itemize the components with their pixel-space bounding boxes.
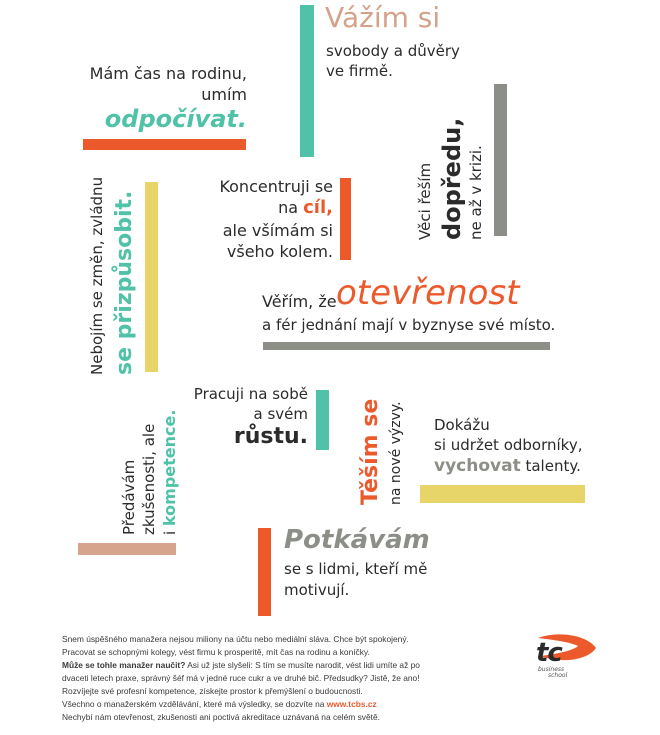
predavam-line1: Předávám <box>120 459 138 535</box>
yellow-bar-nebojim <box>145 182 158 372</box>
potkavam-line2: motivují. <box>284 581 350 599</box>
footer-q-rest: Asi už jste slyšeli: S tím se musíte narodit, vést lidi umíte až po <box>185 660 420 670</box>
verim-line2: a fér jednání mají v byznyse své místo. <box>262 316 556 334</box>
koncentruji-line2 <box>278 197 333 220</box>
salmon-bar-predavam <box>78 543 176 555</box>
pracuji-line2: a svém <box>253 405 308 423</box>
logo-sub1: business <box>538 666 565 673</box>
dopredu-line1: Věci řeším <box>416 162 434 240</box>
nebojim-line1: Nebojím se změn, zvládnu <box>88 176 106 375</box>
teal-bar-pracuji <box>316 390 329 450</box>
rodina-highlight: odpočívat. <box>104 105 247 133</box>
pracuji-line1: Pracuji na sobě <box>193 385 308 403</box>
logo-sub2: school <box>548 672 568 679</box>
dokazu-tail: talenty. <box>520 457 581 475</box>
potkavam-highlight: Potkávám <box>284 525 430 555</box>
teal-bar-top <box>300 5 314 157</box>
vazim-line1: svobody a důvěry <box>326 42 460 60</box>
gray-bar-dopredu <box>494 84 507 236</box>
footer-p4: Rozvíjejte své profesní kompetence, získejte prostor k přemýšlení o budoucnosti. <box>62 686 363 696</box>
footer-q-bold: Může se tohle manažer naučit? <box>62 660 186 670</box>
pracuji-highlight: růstu. <box>233 424 308 449</box>
tesim-highlight: Těším se <box>358 398 383 505</box>
dokazu-highlight: vychovat <box>434 456 521 476</box>
footer-text <box>62 633 492 724</box>
footer-question <box>62 659 492 672</box>
koncentruji-line3: ale všímám si <box>222 221 333 240</box>
rodina-line2: umím <box>201 85 247 104</box>
dopredu-line2: ne až v krizi. <box>467 145 485 240</box>
koncentruji-line4: všeho kolem. <box>226 242 333 261</box>
footer-p3: dvaceti letech praxe, správný šéf má v jedné ruce cukr a ve druhé bič. Předsudky? Jistě, že ano! <box>62 673 420 683</box>
dokazu-line1: Dokážu <box>434 416 490 434</box>
footer-url-link[interactable]: www.tcbs.cz <box>326 699 377 709</box>
footer-p2: Pracovat se schopnými kolegy, vést firmu k prosperitě, mít čas na rodinu a koníčky. <box>62 647 370 657</box>
predavam-i: i <box>161 526 179 535</box>
koncentruji-highlight: cíl, <box>303 197 333 218</box>
logo-mark: tc <box>536 638 562 668</box>
orange-bar-rodina <box>83 139 246 150</box>
footer-p5 <box>62 698 492 711</box>
predavam-line3 <box>160 410 179 535</box>
predavam-line2: zkušenosti, ale <box>140 423 158 535</box>
potkavam-line1: se s lidmi, kteří mě <box>284 560 428 578</box>
orange-bar-koncentruji <box>340 178 351 260</box>
yellow-bar-dokazu <box>420 485 585 503</box>
verim-highlight: otevřenost <box>336 273 520 313</box>
verim-lead: Věřím, že <box>262 292 337 311</box>
dokazu-line3 <box>434 456 581 477</box>
vazim-line2: ve firmě. <box>326 62 393 80</box>
nebojim-highlight: se přizpůsobit. <box>112 190 137 375</box>
predavam-highlight: kompetence. <box>160 409 179 527</box>
rodina-line1: Mám čas na rodinu, <box>89 64 247 83</box>
gray-bar-verim <box>263 342 550 350</box>
footer-p5-pre: Všechno o manažerském vzdělávání, které má výsledky, se dozvíte na <box>62 699 327 709</box>
tc-business-school-logo <box>530 632 600 680</box>
koncentruji-line1: Koncentruji se <box>219 177 333 196</box>
vazim-title: Vážím si <box>325 1 441 34</box>
dokazu-line2: si udržet odborníky, <box>434 436 583 454</box>
tesim-line2: na nové výzvy. <box>388 401 404 505</box>
koncentruji-na: na <box>278 198 304 217</box>
dopredu-highlight: dopředu, <box>438 117 466 240</box>
orange-bar-potkavam <box>258 528 271 616</box>
footer-p1: Snem úspěšného manažera nejsou miliony na účtu nebo mediální sláva. Chce být spokojený. <box>62 634 409 644</box>
footer-p6: Nechybí nám otevřenost, zkušenosti ani poctivá akreditace uznávaná na celém světě. <box>62 712 380 722</box>
